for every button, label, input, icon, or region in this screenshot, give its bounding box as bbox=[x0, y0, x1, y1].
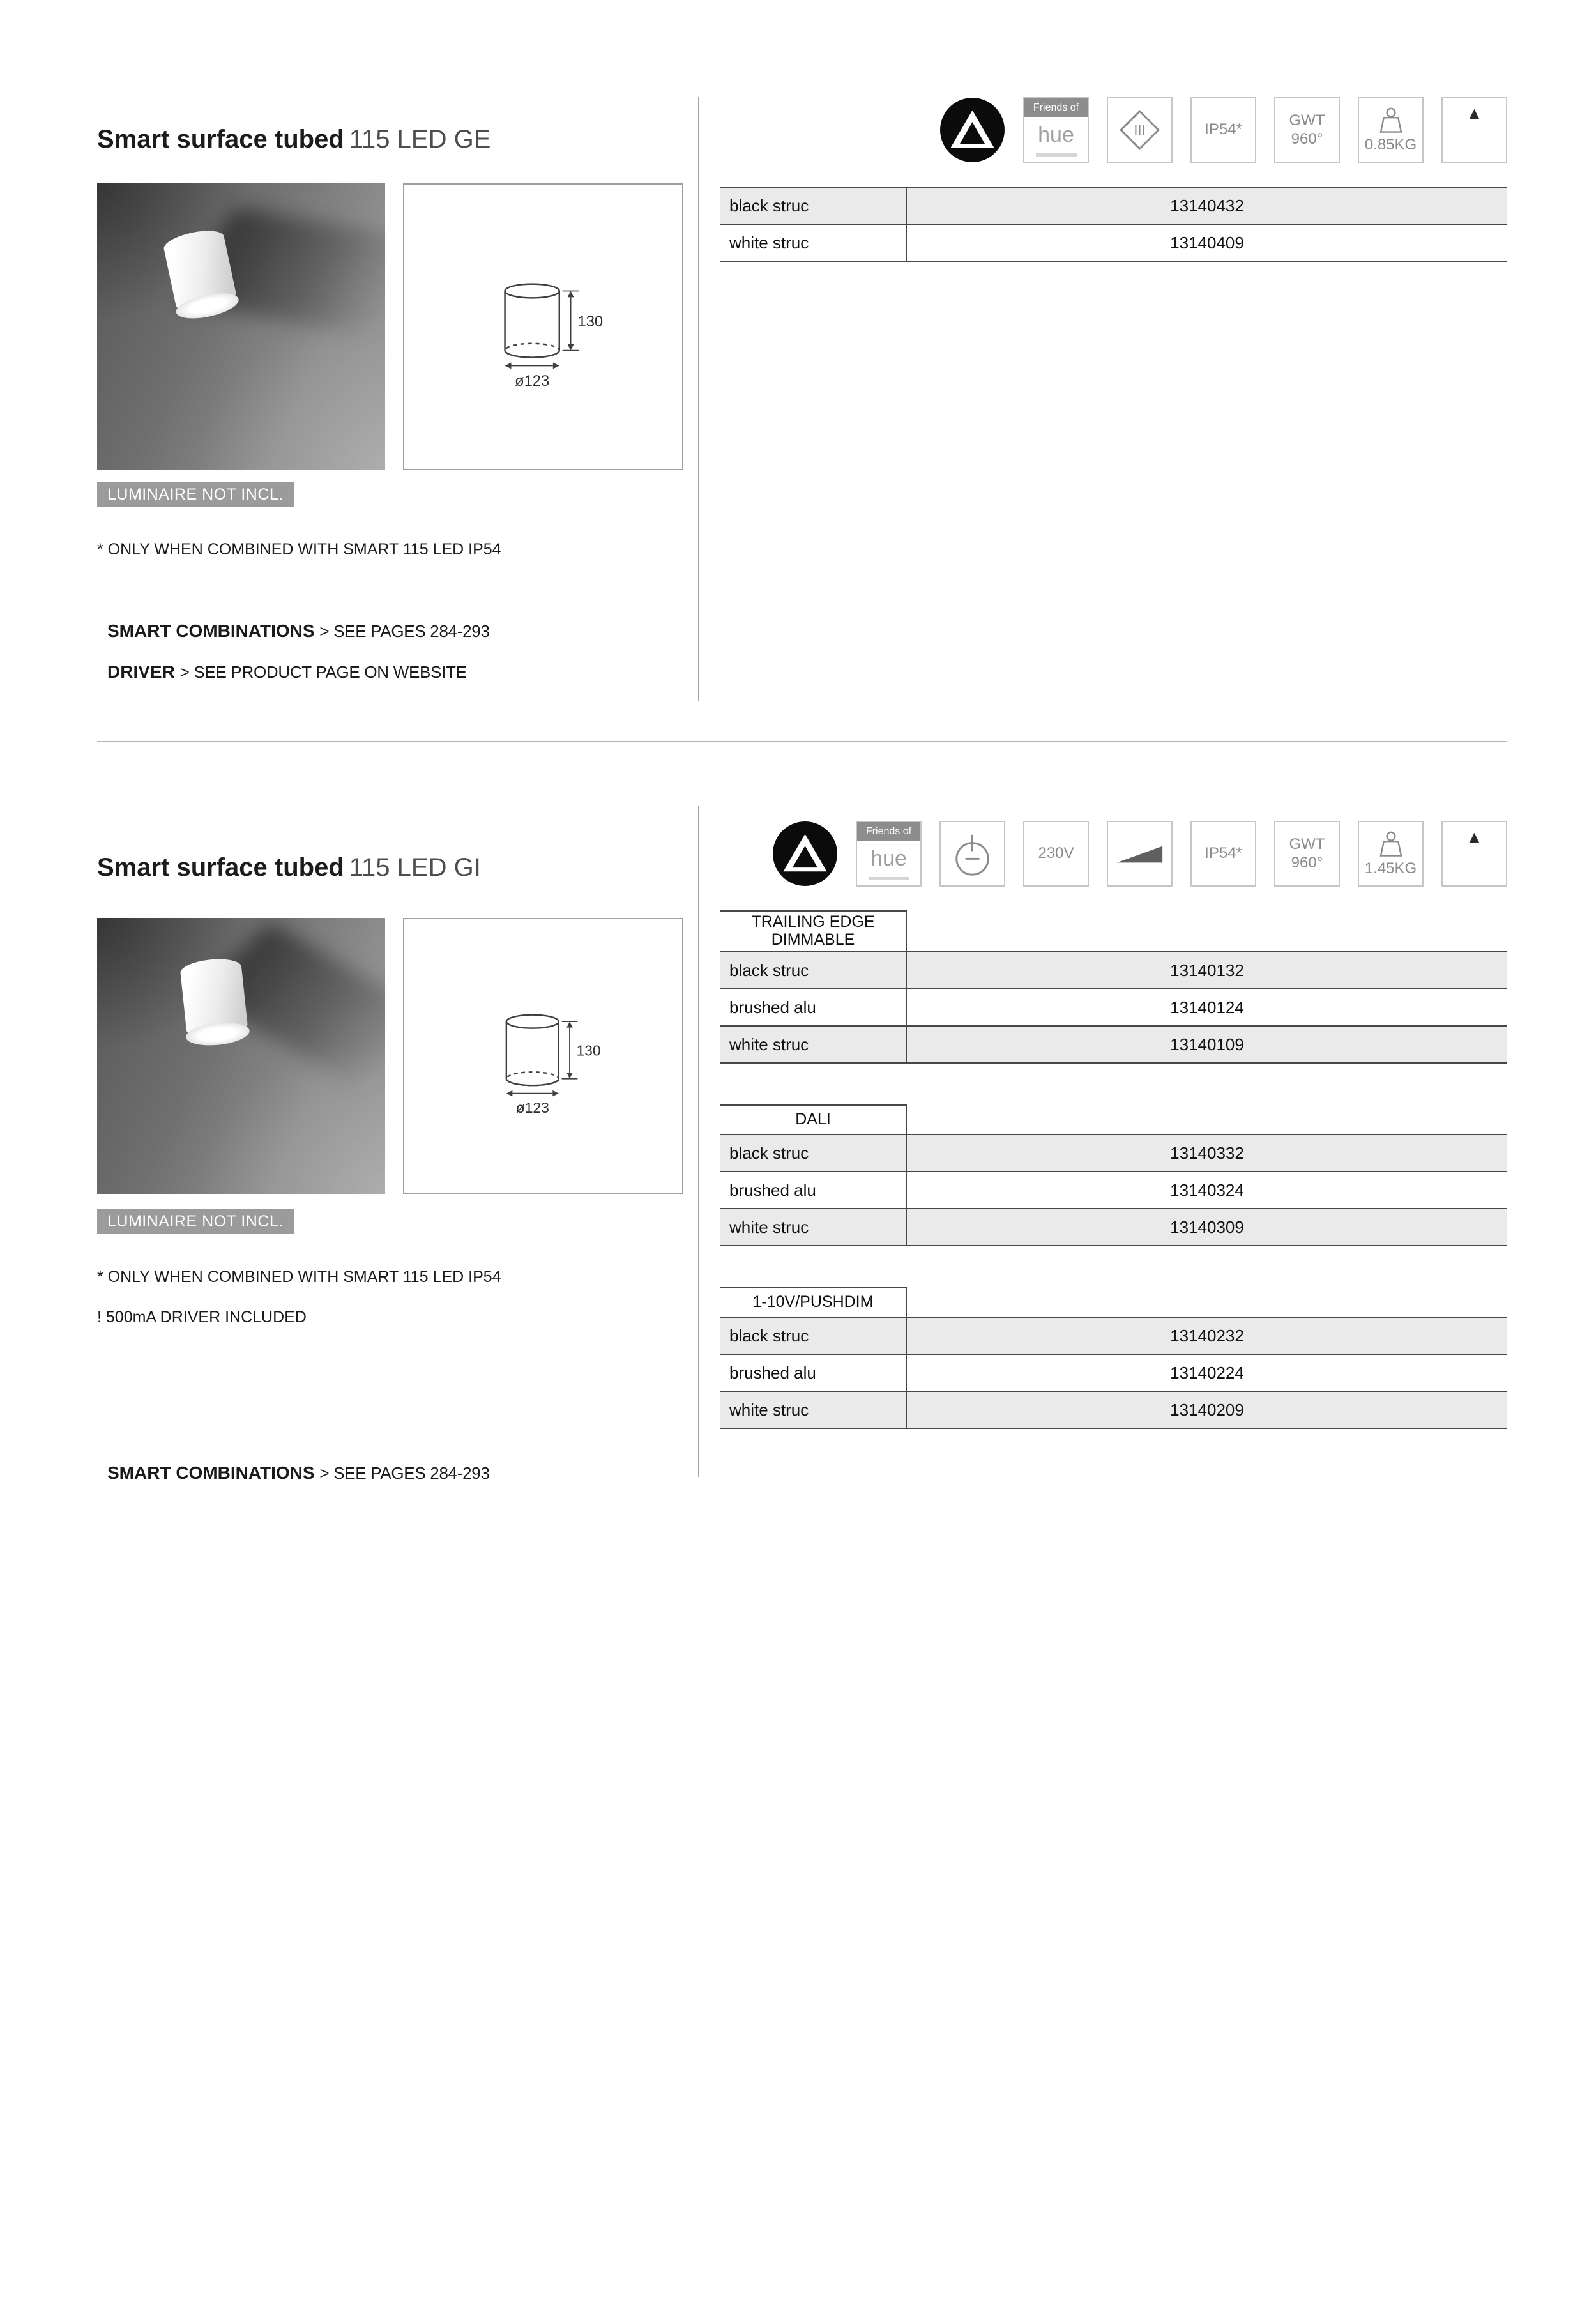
table-row bbox=[720, 951, 1507, 988]
weight-icon bbox=[1365, 829, 1417, 860]
driver-included-note: ! 500mA DRIVER INCLUDED bbox=[97, 1308, 307, 1326]
product-variant: 115 LED GE bbox=[349, 125, 491, 153]
dimension-drawing-gi bbox=[403, 918, 683, 1194]
table-row bbox=[720, 1025, 1507, 1064]
finish-label: brushed alu bbox=[720, 1355, 907, 1391]
table-1-10v-pushdim bbox=[720, 1287, 1507, 1429]
article-number: 13140232 bbox=[1170, 1325, 1244, 1345]
finish-label: white struc bbox=[720, 1392, 907, 1428]
article-number: 13140332 bbox=[1170, 1143, 1244, 1163]
driver-value: > SEE PRODUCT PAGE ON WEBSITE bbox=[179, 662, 467, 682]
brand-logo-icon bbox=[939, 97, 1005, 163]
page-title-gi bbox=[97, 853, 481, 882]
gwt-label: GWT bbox=[1289, 835, 1325, 853]
article-table-ge bbox=[720, 187, 1507, 262]
weight-badge bbox=[1358, 821, 1424, 887]
diameter-dimension: ø123 bbox=[515, 1099, 549, 1117]
table-header-label bbox=[720, 910, 907, 951]
friends-of-label: Friends of bbox=[857, 822, 920, 841]
table-header-fill bbox=[907, 1104, 1507, 1134]
table-header-fill bbox=[907, 1287, 1507, 1317]
finish-label: brushed alu bbox=[720, 989, 907, 1025]
smart-combinations-link bbox=[107, 621, 490, 641]
product-photo-ge bbox=[97, 183, 385, 470]
triangle-icon: ▲ bbox=[1466, 827, 1483, 846]
mounting-marker-badge bbox=[1441, 97, 1507, 163]
driver-symbol-badge bbox=[939, 821, 1005, 887]
ip-rating-badge bbox=[1190, 821, 1256, 887]
product-name: Smart surface tubed bbox=[97, 853, 344, 882]
ip-rating-label: IP54* bbox=[1205, 121, 1242, 139]
finish-label: black struc bbox=[720, 1135, 907, 1171]
dimmable-badge bbox=[1107, 821, 1173, 887]
table-header bbox=[720, 910, 1507, 951]
luminaire-not-included-badge: LUMINAIRE NOT INCL. bbox=[97, 482, 294, 507]
hue-tagline bbox=[1036, 153, 1077, 157]
weight-value: 1.45KG bbox=[1364, 860, 1417, 878]
ip-rating-label: IP54* bbox=[1205, 844, 1242, 862]
article-number: 13140409 bbox=[1170, 233, 1244, 252]
footnote-ge: * ONLY WHEN COMBINED WITH SMART 115 LED IP54 bbox=[97, 540, 501, 558]
hue-wordmark: hue bbox=[1038, 123, 1074, 148]
gwt-label: GWT bbox=[1289, 111, 1325, 129]
article-number: 13140324 bbox=[1170, 1180, 1244, 1200]
article-number: 13140132 bbox=[1170, 960, 1244, 980]
table-row bbox=[720, 1317, 1507, 1354]
voltage-label: 230V bbox=[1038, 844, 1074, 862]
class-iii-icon bbox=[1107, 97, 1173, 163]
table-header bbox=[720, 1287, 1507, 1317]
table-dali bbox=[720, 1104, 1507, 1246]
triangle-icon: ▲ bbox=[1466, 103, 1483, 123]
finish-label: white struc bbox=[720, 1027, 907, 1062]
certification-icons-ge bbox=[939, 97, 1507, 163]
article-number: 13140209 bbox=[1170, 1400, 1244, 1419]
gwt-value: 960° bbox=[1291, 130, 1323, 148]
driver-link bbox=[107, 662, 467, 682]
class-mark: III bbox=[1134, 122, 1146, 139]
smart-combinations-value: > SEE PAGES 284-293 bbox=[319, 1463, 490, 1483]
table-header-fill bbox=[907, 910, 1507, 951]
gwt-value: 960° bbox=[1291, 853, 1323, 871]
product-name: Smart surface tubed bbox=[97, 125, 344, 153]
table-row bbox=[720, 224, 1507, 262]
header-line2: DIMMABLE bbox=[771, 930, 855, 949]
header-line1: 1-10V/PUSHDIM bbox=[752, 1292, 874, 1311]
friends-of-hue-badge bbox=[1023, 97, 1089, 163]
driver-symbol-icon bbox=[941, 822, 1004, 885]
glow-wire-test-badge bbox=[1274, 821, 1340, 887]
voltage-badge bbox=[1023, 821, 1089, 887]
dimmer-wedge-icon bbox=[1108, 822, 1171, 885]
article-number: 13140309 bbox=[1170, 1217, 1244, 1237]
finish-label: black struc bbox=[720, 1318, 907, 1354]
weight-value: 0.85KG bbox=[1364, 136, 1417, 154]
table-row bbox=[720, 988, 1507, 1025]
hue-tagline bbox=[869, 877, 909, 880]
finish-label: white struc bbox=[720, 225, 907, 261]
article-tables-gi bbox=[720, 910, 1507, 1470]
table-row bbox=[720, 1134, 1507, 1171]
table-row bbox=[720, 1208, 1507, 1246]
product-variant: 115 LED GI bbox=[349, 853, 481, 882]
cylinder-drawing-icon bbox=[404, 919, 682, 1193]
table-row bbox=[720, 1391, 1507, 1429]
section-divider bbox=[97, 741, 1507, 742]
page-title bbox=[97, 125, 490, 154]
footnote-gi: * ONLY WHEN COMBINED WITH SMART 115 LED IP54 bbox=[97, 1268, 501, 1286]
mounting-marker-badge bbox=[1441, 821, 1507, 887]
smart-combinations-value: > SEE PAGES 284-293 bbox=[319, 622, 490, 641]
finish-label: black struc bbox=[720, 952, 907, 988]
header-line1: TRAILING EDGE bbox=[751, 913, 875, 931]
table-row bbox=[720, 1171, 1507, 1208]
article-number: 13140224 bbox=[1170, 1363, 1244, 1382]
vertical-divider-bottom bbox=[698, 806, 699, 1477]
table-row bbox=[720, 1354, 1507, 1391]
finish-label: black struc bbox=[720, 188, 907, 224]
cylinder-drawing-icon bbox=[404, 185, 682, 469]
friends-of-hue-badge bbox=[856, 821, 922, 887]
height-dimension: 130 bbox=[577, 313, 604, 331]
table-row bbox=[720, 187, 1507, 224]
photo-lamp bbox=[179, 956, 248, 1040]
friends-of-label: Friends of bbox=[1024, 98, 1088, 117]
weight-badge bbox=[1358, 97, 1424, 163]
weight-icon bbox=[1365, 105, 1417, 136]
table-trailing-edge bbox=[720, 910, 1507, 1064]
certification-icons-gi bbox=[772, 821, 1507, 887]
diameter-dimension: ø123 bbox=[515, 372, 550, 390]
finish-label: white struc bbox=[720, 1209, 907, 1245]
header-line1: DALI bbox=[795, 1110, 831, 1128]
driver-label: DRIVER bbox=[107, 662, 175, 682]
product-photo-gi bbox=[97, 918, 385, 1194]
article-number: 13140124 bbox=[1170, 997, 1244, 1017]
finish-label: brushed alu bbox=[720, 1172, 907, 1208]
height-dimension: 130 bbox=[576, 1042, 601, 1059]
article-number: 13140432 bbox=[1170, 195, 1244, 215]
table-header-label bbox=[720, 1104, 907, 1134]
luminaire-not-included-badge: LUMINAIRE NOT INCL. bbox=[97, 1209, 294, 1234]
table-header-label bbox=[720, 1287, 907, 1317]
smart-combinations-label: SMART COMBINATIONS bbox=[107, 621, 315, 641]
vertical-divider-top bbox=[698, 97, 699, 701]
smart-combinations-link bbox=[107, 1463, 490, 1483]
article-number: 13140109 bbox=[1170, 1034, 1244, 1054]
dimension-drawing-ge bbox=[403, 183, 683, 470]
ip-rating-badge bbox=[1190, 97, 1256, 163]
glow-wire-test-badge bbox=[1274, 97, 1340, 163]
hue-wordmark: hue bbox=[870, 846, 907, 871]
table-header bbox=[720, 1104, 1507, 1134]
brand-logo-icon bbox=[772, 821, 838, 887]
smart-combinations-label: SMART COMBINATIONS bbox=[107, 1463, 315, 1483]
